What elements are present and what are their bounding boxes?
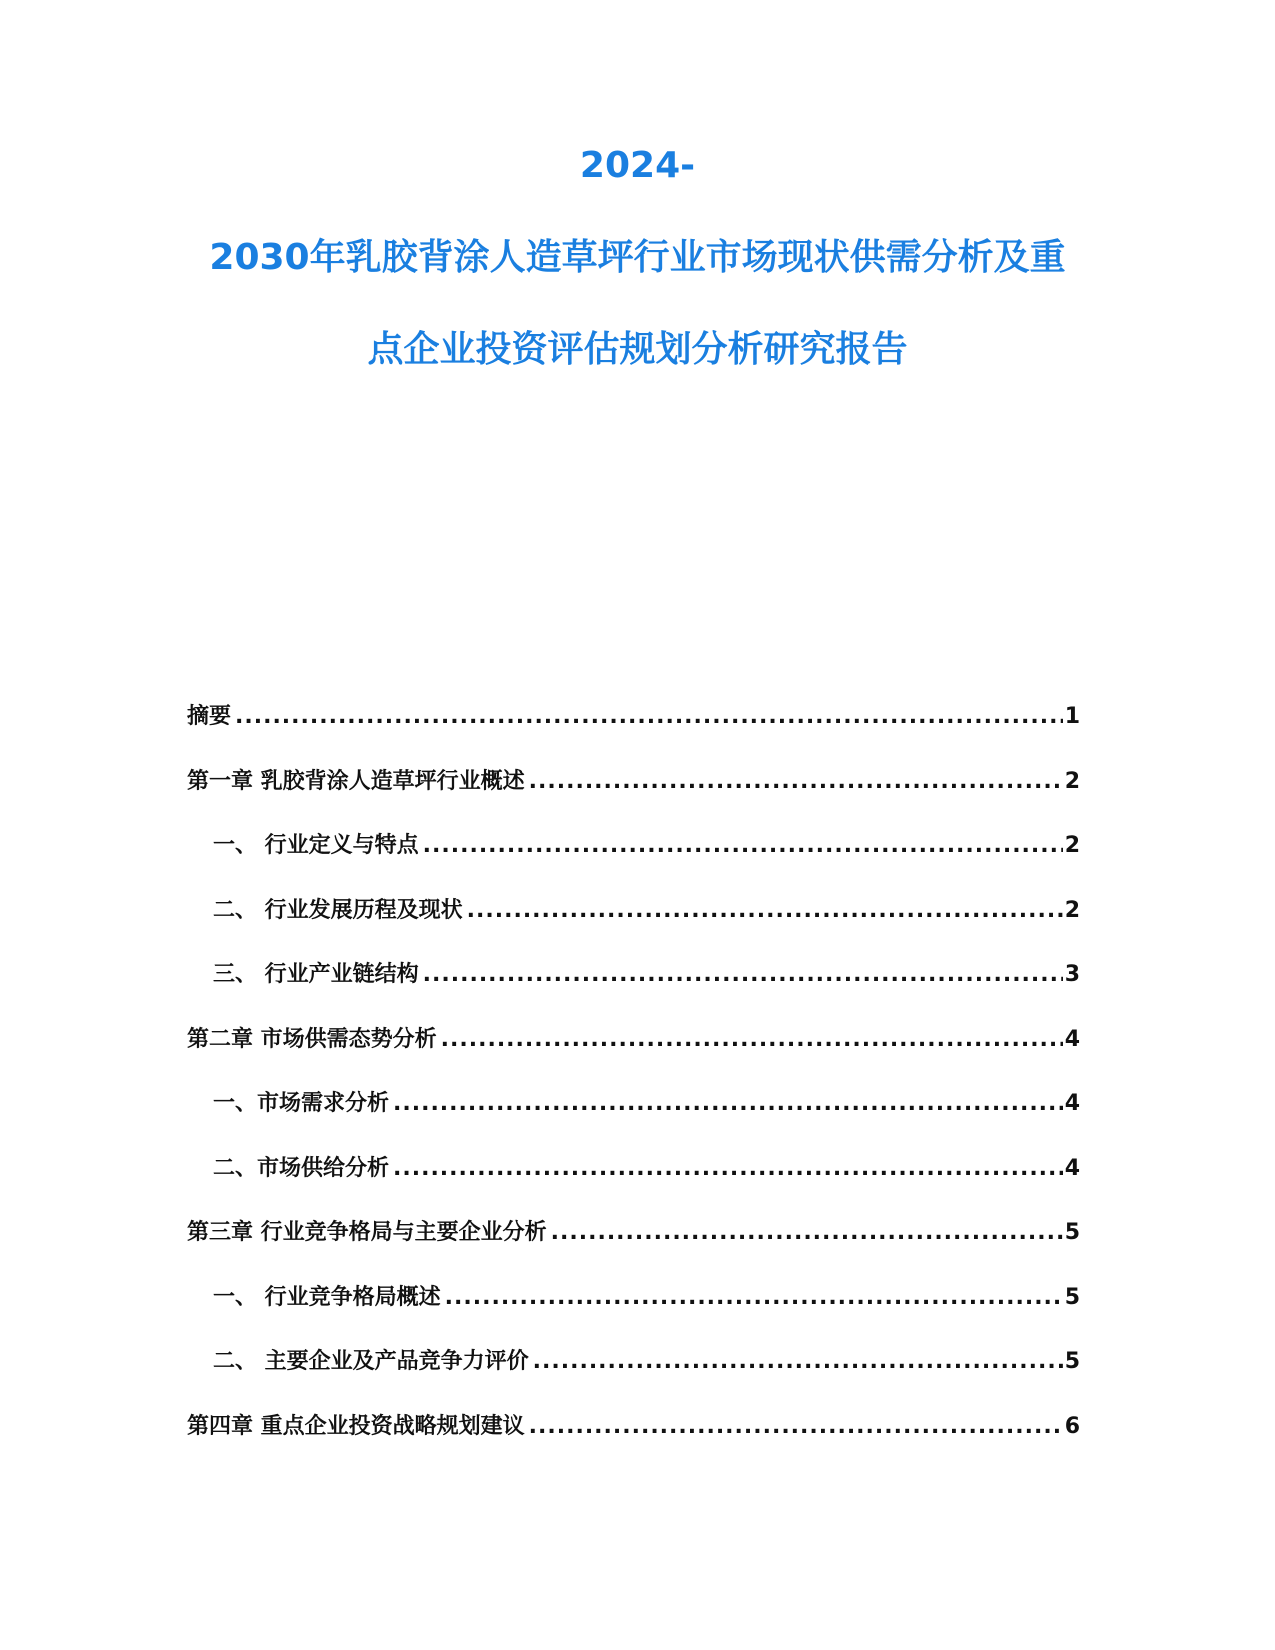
toc-page-number: 5 (1064, 1349, 1080, 1374)
toc-entry-text: 二、 行业发展历程及现状 (213, 897, 463, 923)
toc-entry-text: 一、 行业竞争格局概述 (213, 1284, 441, 1310)
toc-entry-chapter-1[interactable] (187, 767, 1080, 832)
toc-leader-dots (529, 767, 1063, 797)
toc-leader-dots (423, 831, 1063, 861)
toc-page-number: 6 (1064, 1413, 1080, 1439)
toc-entry-text: 第二章 市场供需态势分析 (187, 1026, 437, 1052)
toc-leader-dots (441, 1025, 1063, 1055)
toc-entry-3-2[interactable] (187, 1347, 1080, 1412)
toc-page-number: 5 (1064, 1284, 1080, 1310)
toc-leader-dots (393, 1154, 1063, 1184)
report-title (0, 145, 1275, 424)
toc-entry-text: 二、市场供给分析 (213, 1155, 390, 1181)
toc-page-number: 4 (1064, 1091, 1080, 1116)
toc-entry-2-2[interactable] (187, 1154, 1080, 1219)
title-line-2: 2030年乳胶背涂人造草坪行业市场现状供需分析及重 (209, 237, 1066, 278)
toc-page-number: 2 (1064, 768, 1080, 794)
toc-leader-dots (423, 960, 1063, 990)
toc-entry-chapter-4[interactable] (187, 1412, 1080, 1477)
toc-leader-dots (445, 1283, 1063, 1313)
toc-entry-text: 第四章 重点企业投资战略规划建议 (187, 1413, 525, 1439)
toc-leader-dots (467, 896, 1063, 926)
toc-page-number: 3 (1064, 962, 1080, 987)
toc-entry-3-1[interactable] (187, 1283, 1080, 1348)
toc-leader-dots (529, 1412, 1063, 1442)
toc-entry-summary[interactable] (187, 702, 1080, 767)
toc-leader-dots (235, 702, 1063, 732)
toc-page-number: 1 (1064, 704, 1080, 729)
toc-entry-1-2[interactable] (187, 896, 1080, 961)
toc-entry-1-1[interactable] (187, 831, 1080, 896)
toc-entry-text: 第三章 行业竞争格局与主要企业分析 (187, 1220, 547, 1245)
toc-entry-text: 摘要 (187, 704, 232, 729)
toc-page-number: 2 (1064, 897, 1080, 923)
toc-leader-dots (533, 1347, 1063, 1377)
toc-entry-chapter-2[interactable] (187, 1025, 1080, 1090)
toc-page-number: 4 (1064, 1026, 1080, 1052)
title-line-1: 2024- (579, 145, 696, 186)
toc-entry-text: 三、 行业产业链结构 (213, 962, 419, 987)
title-line-3: 点企业投资评估规划分析研究报告 (367, 329, 908, 370)
toc-page-number: 2 (1064, 833, 1080, 858)
toc-leader-dots (393, 1089, 1063, 1119)
toc-entry-2-1[interactable] (187, 1089, 1080, 1154)
toc-entry-text: 一、市场需求分析 (213, 1091, 390, 1116)
toc-entry-text: 第一章 乳胶背涂人造草坪行业概述 (187, 768, 525, 794)
table-of-contents (187, 702, 1080, 1476)
toc-entry-text: 一、 行业定义与特点 (213, 833, 419, 858)
toc-page-number: 5 (1064, 1220, 1080, 1245)
toc-entry-text: 二、 主要企业及产品竞争力评价 (213, 1349, 529, 1374)
toc-entry-chapter-3[interactable] (187, 1218, 1080, 1283)
toc-page-number: 4 (1064, 1155, 1080, 1181)
toc-leader-dots (551, 1218, 1063, 1248)
toc-entry-1-3[interactable] (187, 960, 1080, 1025)
